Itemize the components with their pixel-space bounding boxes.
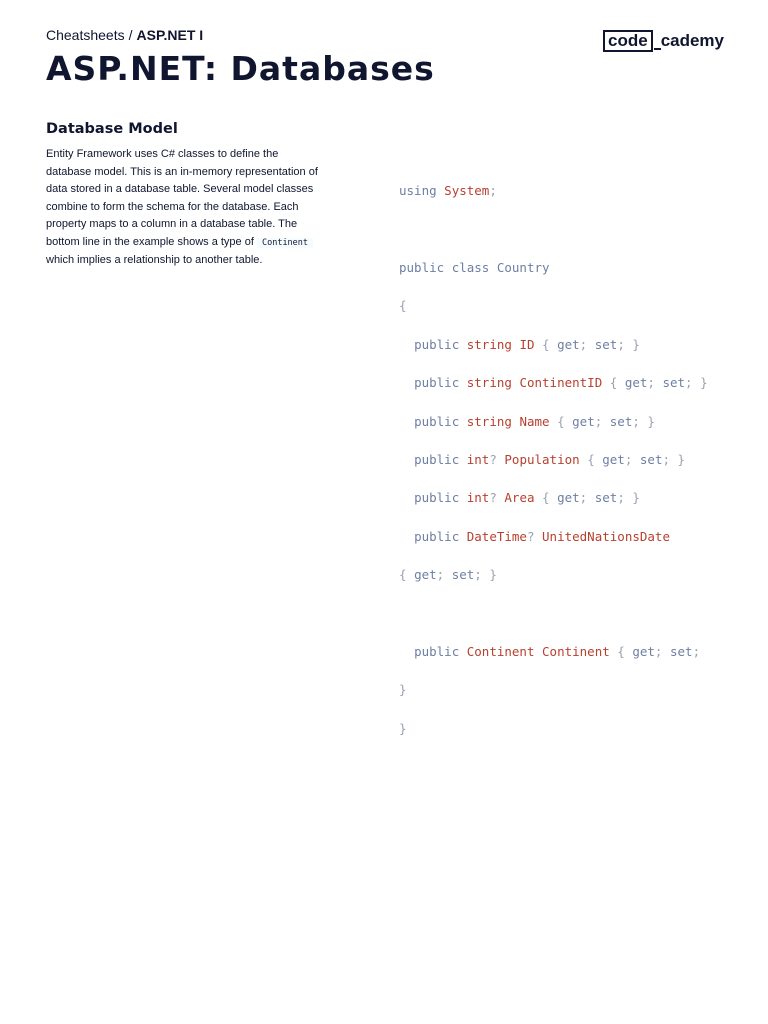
code-punct: }: [700, 375, 708, 391]
code-punct: {: [399, 298, 407, 314]
code-type: Continent: [466, 643, 535, 659]
code-punct: }: [399, 720, 407, 736]
code-type: int: [466, 490, 490, 506]
breadcrumb-separator: /: [128, 27, 133, 43]
code-line: [399, 642, 739, 661]
code-accessor: set: [662, 375, 686, 391]
code-keyword: class: [451, 259, 490, 275]
code-punct: ;: [617, 490, 625, 506]
inline-code-continent: Continent: [257, 238, 313, 248]
code-punct: ;: [685, 375, 693, 391]
code-type: string: [466, 375, 512, 391]
code-accessor: set: [609, 413, 633, 429]
code-property: Continent: [542, 643, 610, 659]
code-punct: ;: [624, 451, 633, 467]
code-accessor: set: [669, 643, 693, 659]
code-accessor: set: [451, 567, 475, 583]
breadcrumb-cheatsheets-link[interactable]: Cheatsheets: [46, 27, 125, 43]
code-punct: ;: [662, 451, 670, 467]
code-punct: ;: [594, 413, 603, 429]
code-accessor: get: [557, 336, 580, 352]
code-punct: }: [677, 451, 686, 467]
code-punct: }: [647, 413, 655, 429]
code-line: [399, 719, 739, 738]
description-text-before: Entity Framework uses C# classes to define the database model. This is an in-memory representation of data stored in a database table. Several model classes combine to form the schema for the database. Each property maps to a column in a database table. The bottom line in the example shows a type of: [46, 148, 318, 248]
code-line: [399, 565, 739, 584]
code-punct: }: [632, 336, 640, 352]
code-accessor: get: [572, 413, 595, 429]
code-line: [399, 680, 739, 699]
code-line: [399, 488, 739, 507]
code-keyword: public: [414, 336, 460, 352]
code-accessor: set: [639, 451, 663, 467]
section-description: [46, 146, 326, 270]
code-keyword: public: [414, 490, 460, 506]
code-punct: {: [542, 336, 550, 352]
code-line: [399, 181, 739, 200]
code-keyword: public: [399, 259, 445, 275]
code-punct: {: [399, 567, 407, 583]
code-accessor: set: [594, 336, 618, 352]
code-punct: ;: [489, 183, 497, 199]
code-namespace: System: [444, 183, 490, 199]
logo-rest-text: cademy: [660, 31, 725, 50]
code-punct: ;: [579, 490, 588, 506]
code-property: UnitedNationsDate: [542, 528, 670, 544]
code-line: [399, 412, 739, 431]
code-punct: {: [557, 413, 565, 429]
code-punct: }: [489, 567, 497, 583]
code-punct: ;: [654, 643, 663, 659]
code-block: [399, 162, 739, 757]
code-punct: {: [617, 643, 625, 659]
code-accessor: get: [632, 643, 655, 659]
code-line: [399, 335, 739, 354]
code-property: Population: [504, 451, 580, 467]
code-accessor: get: [414, 567, 437, 583]
description-text-after: which implies a relationship to another table.: [46, 254, 263, 266]
code-accessor: get: [624, 375, 648, 391]
code-keyword: public: [414, 528, 460, 544]
code-punct: ;: [692, 643, 701, 659]
code-punct: {: [609, 375, 618, 391]
code-punct: ;: [647, 375, 655, 391]
page-title: ASP.NET: Databases: [46, 49, 435, 88]
code-punct: ;: [436, 567, 445, 583]
section-title: Database Model: [46, 121, 178, 137]
code-line: [399, 527, 739, 546]
code-accessor: get: [602, 451, 625, 467]
code-line: [399, 258, 739, 277]
breadcrumb: [46, 26, 203, 44]
code-punct: }: [399, 682, 407, 698]
code-keyword: public: [414, 413, 460, 429]
code-punct: {: [587, 451, 595, 467]
code-accessor: set: [594, 490, 618, 506]
breadcrumb-current[interactable]: ASP.NET I: [136, 27, 204, 43]
code-line-blank: [399, 604, 739, 623]
codecademy-logo[interactable]: [603, 29, 724, 53]
code-punct: ;: [632, 413, 640, 429]
code-type: string: [466, 413, 512, 429]
code-property: ContinentID: [519, 375, 603, 391]
code-punct: ?: [489, 490, 497, 506]
logo-cursor-mark: [654, 48, 661, 50]
code-punct: ?: [489, 451, 497, 467]
code-line-blank: [399, 220, 739, 239]
code-property: Area: [504, 490, 535, 506]
code-punct: }: [632, 490, 640, 506]
code-keyword: public: [414, 643, 460, 659]
code-punct: ?: [526, 528, 535, 544]
code-type: DateTime: [466, 528, 527, 544]
code-punct: {: [542, 490, 550, 506]
code-keyword: using: [399, 183, 437, 199]
code-type: int: [466, 451, 490, 467]
code-property: Name: [519, 413, 550, 429]
code-class-name: Country: [496, 259, 550, 275]
code-type: string: [466, 336, 512, 352]
code-line: [399, 373, 739, 392]
code-keyword: public: [414, 375, 460, 391]
code-line: [399, 296, 739, 315]
code-keyword: public: [414, 451, 460, 467]
code-line: [399, 450, 739, 469]
code-punct: ;: [474, 567, 482, 583]
logo-boxed-text: code: [603, 30, 653, 52]
code-property: ID: [519, 336, 535, 352]
code-punct: ;: [617, 336, 625, 352]
code-punct: ;: [579, 336, 588, 352]
code-accessor: get: [557, 490, 580, 506]
